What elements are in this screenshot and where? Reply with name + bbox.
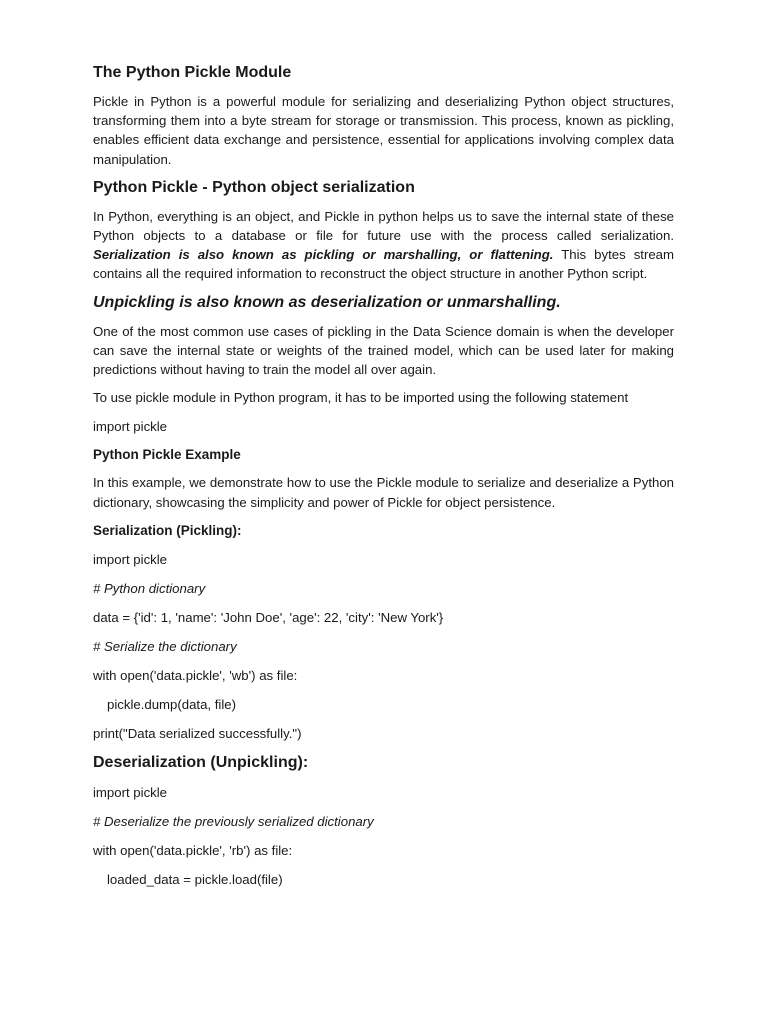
serialization-text-end: This bytes stream contains all the required information to reconstruct the object structure in another Python script. [93, 247, 674, 282]
use-case-paragraph: One of the most common use cases of pickling in the Data Science domain is when the developer can save the internal state or weights of the trained model, which can be used later for making predictions without having to train the model all over again. [93, 323, 674, 378]
heading-serialization-pickling: Serialization (Pickling): [93, 522, 242, 538]
code-print-statement: print("Data serialized successfully.") [93, 725, 302, 741]
code2-comment-deserialize: # Deserialize the previously serialized dictionary [93, 813, 374, 829]
heading-serialization: Python Pickle - Python object serialization [93, 178, 415, 196]
code-comment-dictionary: # Python dictionary [93, 580, 206, 596]
serialization-emphasis: Serialization is also known as pickling or marshalling, or flattening. [93, 247, 554, 263]
example-paragraph: In this example, we demonstrate how to use the Pickle module to serialize and deserialize a Python dictionary, showcasing the simplicity and power of Pickle for object persistence. [93, 475, 674, 510]
import-instruction-paragraph: To use pickle module in Python program, it has to be imported using the following statement [93, 390, 629, 406]
document-page [93, 62, 674, 889]
serialization-paragraph [93, 207, 674, 284]
code2-pickle-load: loaded_data = pickle.load(file) [107, 871, 283, 887]
serialization-text-start: In Python, everything is an object, and Pickle in python helps us to save the internal state of these Python objects to a database or file for future use with the process called serialization. [93, 208, 674, 244]
code-comment-serialize: # Serialize the dictionary [93, 638, 237, 654]
intro-paragraph: Pickle in Python is a powerful module for serializing and deserializing Python object structures, transforming them into a byte stream for storage or transmission. This process, known as pickling, enables efficient data exchange and persistence, essential for applications involving complex data manipulation. [93, 94, 674, 167]
code-with-open-wb: with open('data.pickle', 'wb') as file: [93, 667, 298, 683]
code-pickle-dump: pickle.dump(data, file) [107, 696, 237, 712]
code-import-pickle: import pickle [93, 551, 168, 567]
heading-example: Python Pickle Example [93, 447, 241, 463]
import-statement: import pickle [93, 419, 168, 435]
heading-unpickling: Unpickling is also known as deserialization or unmarshalling. [93, 293, 561, 311]
code2-with-open-rb: with open('data.pickle', 'rb') as file: [93, 842, 293, 858]
code-data-assignment: data = {'id': 1, 'name': 'John Doe', 'age': 22, 'city': 'New York'} [93, 609, 444, 625]
document-title: The Python Pickle Module [93, 64, 292, 81]
heading-deserialization: Deserialization (Unpickling): [93, 753, 309, 771]
code2-import-pickle: import pickle [93, 784, 168, 800]
